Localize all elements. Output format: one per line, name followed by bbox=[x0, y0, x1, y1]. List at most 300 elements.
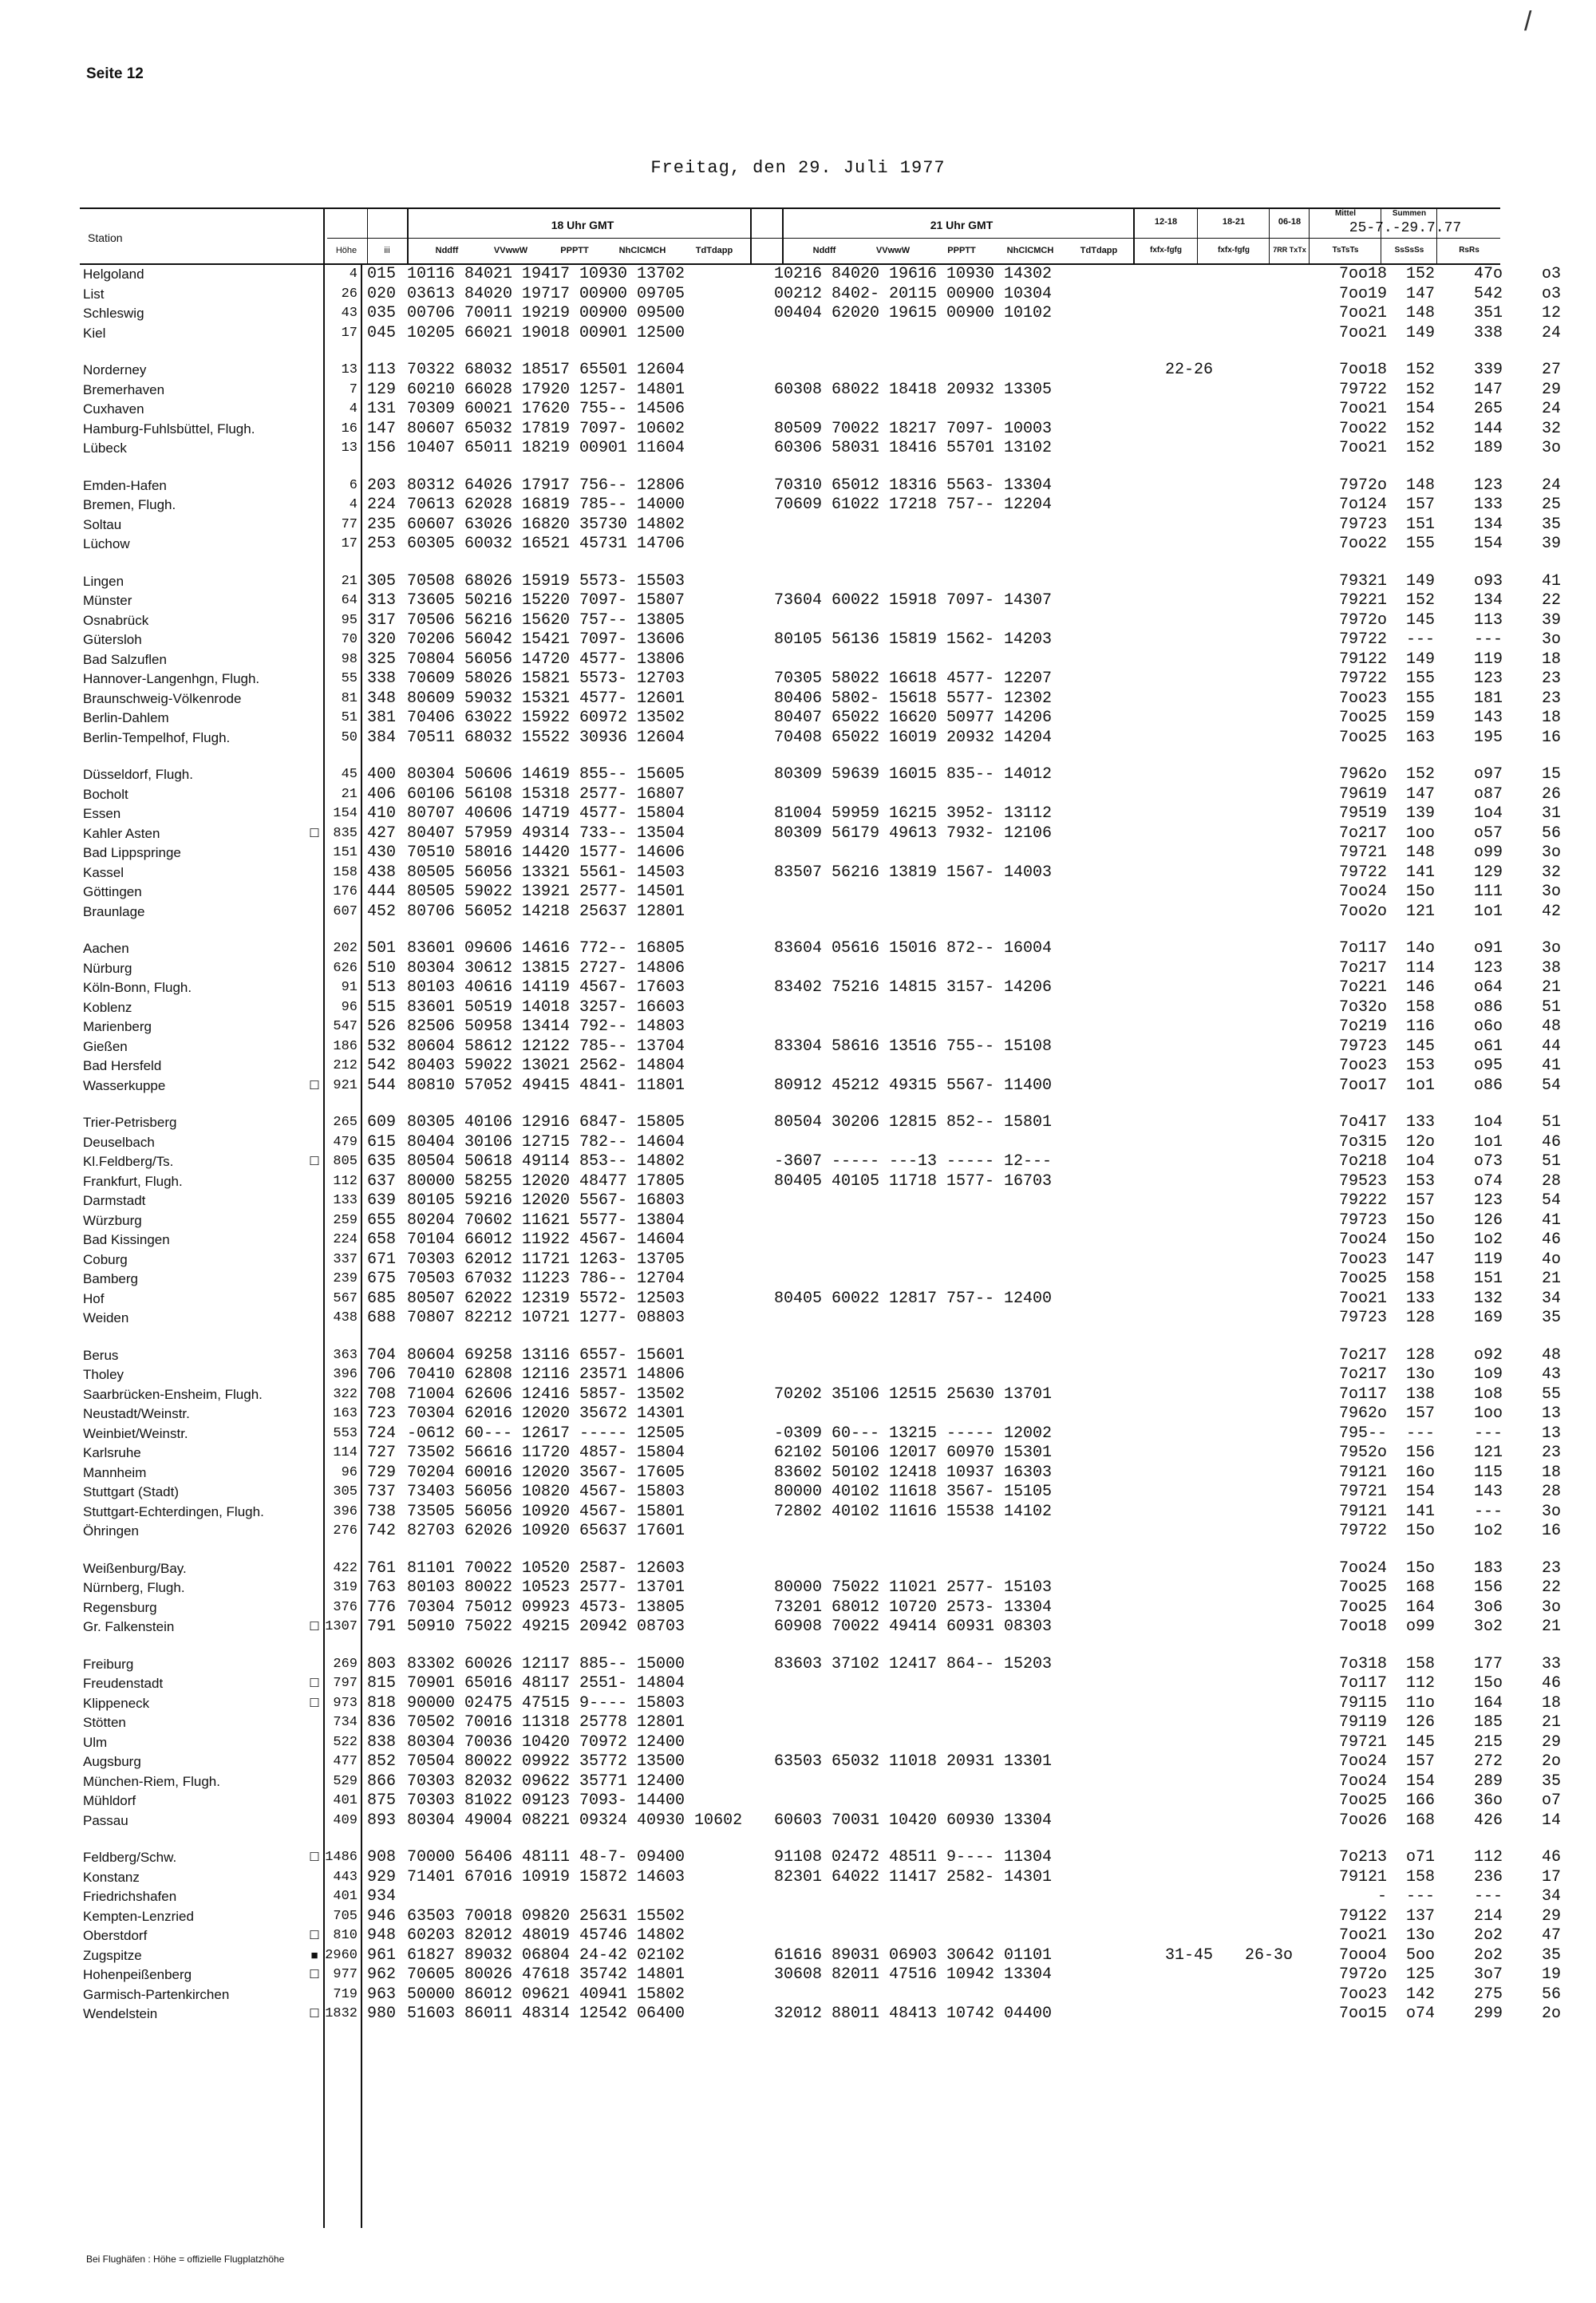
rr-value: 3o bbox=[1541, 439, 1561, 457]
obs-21-gmt: 63503 65032 11018 20931 13301 bbox=[774, 1752, 1053, 1771]
mean-value: 147 bbox=[1405, 784, 1435, 804]
obs-21-gmt: 80407 65022 16620 50977 14206 bbox=[774, 709, 1053, 727]
station-name: München-Riem, Flugh. bbox=[83, 1773, 220, 1789]
obs-21-gmt: 10216 84020 19616 10930 14302 bbox=[774, 265, 1053, 283]
rr-value: 29 bbox=[1541, 380, 1561, 399]
rr-value: 27 bbox=[1541, 361, 1561, 379]
rr-value: 18 bbox=[1541, 1463, 1561, 1482]
sum-value: 156 bbox=[1473, 1578, 1503, 1597]
obs-06-18: 7oo18 bbox=[1338, 1618, 1387, 1636]
station-index: 224 bbox=[367, 496, 397, 514]
mean-value: 158 bbox=[1405, 1867, 1435, 1886]
obs-21-gmt: 00212 8402- 20115 00900 10304 bbox=[774, 284, 1053, 303]
mean-value: 154 bbox=[1405, 1772, 1435, 1791]
station-name: Bamberg bbox=[83, 1271, 138, 1286]
table-row bbox=[80, 1444, 1561, 1464]
station-index: 908 bbox=[367, 1848, 397, 1866]
obs-18-gmt: 80607 65032 17819 7097- 10602 bbox=[407, 419, 685, 438]
station-name: Hamburg-Fuhlsbüttel, Flugh. bbox=[83, 421, 255, 437]
obs-18-gmt: 10205 66021 19018 00901 12500 bbox=[407, 323, 685, 342]
station-index: 305 bbox=[367, 571, 397, 591]
rr-value: 3o bbox=[1541, 939, 1561, 958]
row-gap bbox=[80, 1831, 1500, 1848]
obs-18-gmt: 73502 56616 11720 4857- 15804 bbox=[407, 1444, 685, 1462]
obs-18-gmt: 83302 60026 12117 885-- 15000 bbox=[407, 1654, 685, 1673]
rr-value: o3 bbox=[1541, 284, 1561, 303]
rr-value: 51 bbox=[1541, 997, 1561, 1017]
sum-value: o93 bbox=[1473, 571, 1503, 591]
mean-value: 149 bbox=[1405, 571, 1435, 591]
obs-18-gmt: 80504 50618 49114 853-- 14802 bbox=[407, 1152, 685, 1171]
rr-value: 2o bbox=[1541, 1752, 1561, 1771]
station-index: 727 bbox=[367, 1444, 397, 1462]
gust-18-21: 26-3o bbox=[1244, 1946, 1293, 1965]
rr-value: 3o bbox=[1541, 1598, 1561, 1617]
rr-value: 51 bbox=[1541, 1152, 1561, 1171]
table-row bbox=[80, 1867, 1561, 1888]
station-height: 45 bbox=[341, 767, 358, 782]
obs-06-18: 7oo18 bbox=[1338, 361, 1387, 379]
mean-value: 114 bbox=[1405, 958, 1435, 978]
station-name: Wasserkuppe bbox=[83, 1077, 166, 1093]
station-index: 203 bbox=[367, 476, 397, 495]
station-index: 704 bbox=[367, 1345, 397, 1365]
obs-06-18: 7oo17 bbox=[1338, 1076, 1387, 1095]
sum-value: 3o6 bbox=[1473, 1598, 1503, 1617]
station-name: Bad Kissingen bbox=[83, 1232, 170, 1247]
rr-value: o3 bbox=[1541, 265, 1561, 283]
table-row bbox=[80, 1289, 1561, 1310]
obs-18-gmt: 60106 56108 15318 2577- 16807 bbox=[407, 784, 685, 804]
station-index: 685 bbox=[367, 1289, 397, 1308]
sum-value: 121 bbox=[1473, 1444, 1503, 1462]
station-index: 929 bbox=[367, 1867, 397, 1886]
header-tdtdapp: TdTdapp bbox=[695, 246, 733, 255]
station-index: 963 bbox=[367, 1985, 397, 2004]
mean-value: 164 bbox=[1405, 1598, 1435, 1617]
station-index: 320 bbox=[367, 630, 397, 649]
table-row bbox=[80, 1424, 1561, 1444]
mean-value: o71 bbox=[1405, 1848, 1435, 1866]
obs-06-18: 7oo23 bbox=[1338, 689, 1387, 708]
obs-06-18: 79523 bbox=[1338, 1171, 1387, 1191]
station-height: 202 bbox=[333, 941, 358, 956]
table-row bbox=[80, 1017, 1561, 1037]
rr-value: 48 bbox=[1541, 1017, 1561, 1036]
station-index: 706 bbox=[367, 1365, 397, 1384]
station-marker: ☐ bbox=[309, 1851, 320, 1864]
header-ii: iii bbox=[384, 246, 390, 255]
obs-18-gmt: 80407 57959 49314 733-- 13504 bbox=[407, 824, 685, 843]
sum-value: 214 bbox=[1473, 1906, 1503, 1926]
mean-value: 121 bbox=[1405, 902, 1435, 921]
station-height: 2960 bbox=[325, 1947, 358, 1963]
obs-06-18: 7o318 bbox=[1338, 1654, 1387, 1673]
obs-21-gmt: 72802 40102 11616 15538 14102 bbox=[774, 1502, 1053, 1521]
obs-06-18: 79722 bbox=[1338, 670, 1387, 688]
rr-value: 18 bbox=[1541, 709, 1561, 727]
obs-21-gmt: 73201 68012 10720 2573- 13304 bbox=[774, 1598, 1053, 1617]
obs-06-18: 79723 bbox=[1338, 1309, 1387, 1327]
mean-value: 133 bbox=[1405, 1113, 1435, 1132]
station-index: 015 bbox=[367, 265, 397, 283]
station-height: 1307 bbox=[325, 1619, 358, 1634]
header-summen-range: 25-7.-29.7.77 bbox=[1349, 220, 1462, 236]
rr-value: 54 bbox=[1541, 1076, 1561, 1095]
obs-06-18: 79722 bbox=[1338, 1522, 1387, 1540]
station-index: 838 bbox=[367, 1732, 397, 1752]
table-row bbox=[80, 1345, 1561, 1366]
mean-value: 15o bbox=[1405, 883, 1435, 901]
station-name: Soltau bbox=[83, 516, 122, 532]
obs-18-gmt: 82703 62026 10920 65637 17601 bbox=[407, 1522, 685, 1540]
obs-21-gmt: 70408 65022 16019 20932 14204 bbox=[774, 728, 1053, 747]
station-height: 376 bbox=[333, 1599, 358, 1615]
obs-18-gmt: 60607 63026 16820 35730 14802 bbox=[407, 515, 685, 534]
station-index: 803 bbox=[367, 1654, 397, 1673]
obs-21-gmt: 60908 70022 49414 60931 08303 bbox=[774, 1618, 1053, 1636]
station-index: 893 bbox=[367, 1811, 397, 1830]
sum-value: 123 bbox=[1473, 476, 1503, 495]
table-row bbox=[80, 419, 1561, 440]
obs-21-gmt: 91108 02472 48511 9---- 11304 bbox=[774, 1848, 1053, 1866]
station-index: 609 bbox=[367, 1113, 397, 1132]
mean-value: 125 bbox=[1405, 1965, 1435, 1984]
rr-value: 41 bbox=[1541, 571, 1561, 591]
table-row bbox=[80, 902, 1561, 922]
obs-18-gmt: 83601 50519 14018 3257- 16603 bbox=[407, 997, 685, 1017]
station-name: Aachen bbox=[83, 941, 129, 956]
table-row bbox=[80, 1693, 1561, 1714]
table-row bbox=[80, 978, 1561, 998]
station-name: Koblenz bbox=[83, 999, 132, 1015]
station-name: Weißenburg/Bay. bbox=[83, 1560, 187, 1576]
obs-18-gmt: 80103 80022 10523 2577- 13701 bbox=[407, 1578, 685, 1597]
obs-21-gmt: 60603 70031 10420 60930 13304 bbox=[774, 1811, 1053, 1830]
obs-06-18: 7oo25 bbox=[1338, 1791, 1387, 1810]
obs-06-18: 7o32o bbox=[1338, 997, 1387, 1017]
station-height: 13 bbox=[341, 362, 358, 377]
sum-value: 1o4 bbox=[1473, 804, 1503, 823]
obs-21-gmt: 60306 58031 18416 55701 13102 bbox=[774, 439, 1053, 457]
mean-value: 152 bbox=[1405, 361, 1435, 379]
rr-value: 39 bbox=[1541, 535, 1561, 553]
table-row bbox=[80, 824, 1561, 844]
obs-18-gmt: 70508 68026 15919 5573- 15503 bbox=[407, 571, 685, 591]
table-row bbox=[80, 1654, 1561, 1675]
obs-06-18: 7962o bbox=[1338, 1404, 1387, 1423]
obs-18-gmt: 73605 50216 15220 7097- 15807 bbox=[407, 591, 685, 610]
rr-value: 13 bbox=[1541, 1404, 1561, 1423]
obs-18-gmt: 80000 58255 12020 48477 17805 bbox=[407, 1171, 685, 1191]
rr-value: 18 bbox=[1541, 650, 1561, 669]
station-index: 544 bbox=[367, 1076, 397, 1095]
station-name: Hannover-Langenhgn, Flugh. bbox=[83, 671, 260, 686]
station-index: 961 bbox=[367, 1946, 397, 1965]
obs-06-18: 7oo25 bbox=[1338, 728, 1387, 747]
sum-value: 1o1 bbox=[1473, 1132, 1503, 1152]
mean-value: 168 bbox=[1405, 1578, 1435, 1597]
station-name: Tholey bbox=[83, 1367, 124, 1382]
obs-06-18: 7oo26 bbox=[1338, 1811, 1387, 1830]
sum-value: 1o2 bbox=[1473, 1231, 1503, 1249]
obs-06-18: 7oo21 bbox=[1338, 400, 1387, 418]
obs-06-18: 7oo23 bbox=[1338, 1057, 1387, 1075]
station-name: Lübeck bbox=[83, 440, 127, 456]
table-row bbox=[80, 1598, 1561, 1618]
station-name: Bad Salzuflen bbox=[83, 651, 167, 667]
table-row bbox=[80, 1076, 1561, 1096]
obs-21-gmt: 80509 70022 18217 7097- 10003 bbox=[774, 419, 1053, 438]
mean-value: --- bbox=[1405, 1887, 1435, 1906]
sum-value: 351 bbox=[1473, 304, 1503, 322]
obs-21-gmt: 83602 50102 12418 10937 16303 bbox=[774, 1463, 1053, 1482]
station-name: Berlin-Tempelhof, Flugh. bbox=[83, 729, 231, 745]
station-name: Kempten-Lenzried bbox=[83, 1908, 194, 1924]
station-name: Schleswig bbox=[83, 306, 144, 321]
sum-value: 1o2 bbox=[1473, 1522, 1503, 1540]
station-index: 438 bbox=[367, 863, 397, 882]
obs-06-18: 79722 bbox=[1338, 380, 1387, 399]
obs-18-gmt: 70303 81022 09123 7093- 14400 bbox=[407, 1791, 685, 1810]
obs-18-gmt: 80505 59022 13921 2577- 14501 bbox=[407, 883, 685, 901]
obs-18-gmt: 80304 50606 14619 855-- 15605 bbox=[407, 765, 685, 784]
rr-value: 31 bbox=[1541, 804, 1561, 823]
station-index: 946 bbox=[367, 1906, 397, 1926]
station-name: Feldberg/Schw. bbox=[83, 1850, 177, 1865]
sum-value: 123 bbox=[1473, 958, 1503, 978]
header-sub-12-18: fxfx-fgfg bbox=[1150, 246, 1182, 255]
table-row bbox=[80, 883, 1561, 903]
station-index: 688 bbox=[367, 1309, 397, 1327]
header-18-gmt: 18 Uhr GMT bbox=[551, 219, 614, 231]
obs-18-gmt: 71004 62606 12416 5857- 13502 bbox=[407, 1385, 685, 1404]
obs-06-18: 79723 bbox=[1338, 1211, 1387, 1230]
station-name: Öhringen bbox=[83, 1523, 139, 1539]
obs-18-gmt: 70807 82212 10721 1277- 08803 bbox=[407, 1309, 685, 1327]
obs-18-gmt: 70104 66012 11922 4567- 14604 bbox=[407, 1231, 685, 1249]
station-name: Gr. Falkenstein bbox=[83, 1619, 175, 1634]
obs-06-18: 7oo2o bbox=[1338, 902, 1387, 921]
mean-value: 154 bbox=[1405, 1483, 1435, 1501]
header-sub-06-18: 7RR TxTx bbox=[1273, 246, 1306, 254]
mean-value: o99 bbox=[1405, 1618, 1435, 1636]
mean-value: 15o bbox=[1405, 1211, 1435, 1230]
rr-value: 23 bbox=[1541, 670, 1561, 688]
rr-value: 29 bbox=[1541, 1732, 1561, 1752]
station-index: 723 bbox=[367, 1404, 397, 1423]
obs-21-gmt: 73604 60022 15918 7097- 14307 bbox=[774, 591, 1053, 610]
sum-value: 272 bbox=[1473, 1752, 1503, 1771]
sum-value: o73 bbox=[1473, 1152, 1503, 1171]
station-index: 406 bbox=[367, 784, 397, 804]
table-row bbox=[80, 1171, 1561, 1192]
station-name: Deuselbach bbox=[83, 1134, 155, 1150]
station-height: 607 bbox=[333, 903, 358, 919]
table-row bbox=[80, 1906, 1561, 1927]
sum-value: --- bbox=[1473, 1887, 1503, 1906]
table-row bbox=[80, 1713, 1561, 1733]
rr-value: 28 bbox=[1541, 1171, 1561, 1191]
header-nhclcmch-21: NhClCMCH bbox=[1006, 246, 1054, 255]
station-name: List bbox=[83, 286, 105, 302]
obs-06-18: 7oo24 bbox=[1338, 1752, 1387, 1771]
obs-06-18: 7oo21 bbox=[1338, 304, 1387, 322]
table-row bbox=[80, 804, 1561, 824]
table-row bbox=[80, 1558, 1561, 1579]
station-index: 776 bbox=[367, 1598, 397, 1617]
obs-21-gmt: 70305 58022 16618 4577- 12207 bbox=[774, 670, 1053, 688]
obs-06-18: 79619 bbox=[1338, 784, 1387, 804]
sum-value: 195 bbox=[1473, 728, 1503, 747]
mean-value: 13o bbox=[1405, 1926, 1435, 1945]
obs-06-18: 79122 bbox=[1338, 1906, 1387, 1926]
rr-value: 41 bbox=[1541, 1057, 1561, 1075]
rr-value: 25 bbox=[1541, 496, 1561, 514]
sum-value: --- bbox=[1473, 1424, 1503, 1443]
mean-value: 112 bbox=[1405, 1674, 1435, 1693]
rr-value: 13 bbox=[1541, 1424, 1561, 1443]
station-name: Helgoland bbox=[83, 267, 144, 282]
station-index: 980 bbox=[367, 2005, 397, 2023]
mean-value: 15o bbox=[1405, 1231, 1435, 1249]
station-height: 51 bbox=[341, 710, 358, 725]
sum-value: 189 bbox=[1473, 439, 1503, 457]
station-index: 430 bbox=[367, 843, 397, 862]
mean-value: 152 bbox=[1405, 419, 1435, 438]
station-height: 921 bbox=[333, 1077, 358, 1093]
sum-value: 143 bbox=[1473, 709, 1503, 727]
sum-value: o61 bbox=[1473, 1037, 1503, 1056]
rr-value: 14 bbox=[1541, 1811, 1561, 1830]
station-index: 381 bbox=[367, 709, 397, 727]
station-height: 96 bbox=[341, 1464, 358, 1480]
obs-21-gmt: 30608 82011 47516 10942 13304 bbox=[774, 1965, 1053, 1984]
station-name: Neustadt/Weinstr. bbox=[83, 1406, 190, 1421]
sum-value: 426 bbox=[1473, 1811, 1503, 1830]
obs-06-18: 7o217 bbox=[1338, 1365, 1387, 1384]
station-name: Gießen bbox=[83, 1038, 128, 1054]
station-height: 4 bbox=[349, 497, 358, 512]
station-name: Regensburg bbox=[83, 1599, 157, 1615]
mean-value: 163 bbox=[1405, 728, 1435, 747]
station-marker: ☐ bbox=[309, 826, 320, 840]
rr-value: 24 bbox=[1541, 476, 1561, 495]
station-name: Darmstadt bbox=[83, 1193, 146, 1208]
rr-value: 23 bbox=[1541, 1558, 1561, 1578]
station-index: 542 bbox=[367, 1057, 397, 1075]
obs-21-gmt: 80405 60022 12817 757-- 12400 bbox=[774, 1289, 1053, 1308]
obs-18-gmt: 70502 70016 11318 25778 12801 bbox=[407, 1713, 685, 1732]
rr-value: 41 bbox=[1541, 1211, 1561, 1230]
obs-21-gmt: 83604 05616 15016 872-- 16004 bbox=[774, 939, 1053, 958]
station-name: Mannheim bbox=[83, 1464, 147, 1480]
sum-value: 275 bbox=[1473, 1985, 1503, 2004]
table-row bbox=[80, 689, 1561, 709]
mean-value: 152 bbox=[1405, 380, 1435, 399]
header-station: Station bbox=[88, 231, 123, 244]
obs-18-gmt: 70206 56042 15421 7097- 13606 bbox=[407, 630, 685, 649]
rr-value: 2o bbox=[1541, 2005, 1561, 2023]
station-height: 17 bbox=[341, 536, 358, 551]
table-row bbox=[80, 1926, 1561, 1946]
rr-value: 23 bbox=[1541, 689, 1561, 708]
station-height: 276 bbox=[333, 1523, 358, 1539]
table-row bbox=[80, 1946, 1561, 1966]
mean-value: 157 bbox=[1405, 1191, 1435, 1210]
obs-18-gmt: 80312 64026 17917 756-- 12806 bbox=[407, 476, 685, 495]
station-index: 501 bbox=[367, 939, 397, 958]
obs-18-gmt: 80507 62022 12319 5572- 12503 bbox=[407, 1289, 685, 1308]
rr-value: o7 bbox=[1541, 1791, 1561, 1810]
rr-value: 24 bbox=[1541, 400, 1561, 418]
station-height: 401 bbox=[333, 1793, 358, 1808]
rr-value: 26 bbox=[1541, 784, 1561, 804]
obs-18-gmt: 70309 60021 17620 755-- 14506 bbox=[407, 400, 685, 418]
obs-06-18: 7oo25 bbox=[1338, 709, 1387, 727]
table-row bbox=[80, 1985, 1561, 2005]
table-row bbox=[80, 1483, 1561, 1503]
obs-21-gmt: 80406 5802- 15618 5577- 12302 bbox=[774, 689, 1053, 708]
station-name: Mühldorf bbox=[83, 1793, 136, 1808]
station-index: 131 bbox=[367, 400, 397, 418]
obs-06-18: 7o217 bbox=[1338, 824, 1387, 843]
station-height: 50 bbox=[341, 729, 358, 745]
header-21-gmt: 21 Uhr GMT bbox=[930, 219, 994, 231]
mean-value: 152 bbox=[1405, 591, 1435, 610]
station-height: 21 bbox=[341, 573, 358, 589]
sum-value: 15o bbox=[1473, 1674, 1503, 1693]
obs-21-gmt: 80309 59639 16015 835-- 14012 bbox=[774, 765, 1053, 784]
station-height: 239 bbox=[333, 1271, 358, 1286]
sum-value: 144 bbox=[1473, 419, 1503, 438]
obs-21-gmt: 00404 62020 19615 00900 10102 bbox=[774, 304, 1053, 322]
rr-value: 3o bbox=[1541, 883, 1561, 901]
row-gap bbox=[80, 1096, 1500, 1113]
rr-value: 3o bbox=[1541, 630, 1561, 649]
obs-21-gmt: 80105 56136 15819 1562- 14203 bbox=[774, 630, 1053, 649]
station-name: Bocholt bbox=[83, 786, 128, 802]
station-marker: ☐ bbox=[309, 1677, 320, 1690]
sum-value: 123 bbox=[1473, 670, 1503, 688]
obs-06-18: 79119 bbox=[1338, 1713, 1387, 1732]
obs-18-gmt: -0612 60--- 12617 ----- 12505 bbox=[407, 1424, 685, 1443]
header-sub-18-21: fxfx-fgfg bbox=[1218, 246, 1250, 255]
table-row bbox=[80, 2005, 1561, 2025]
station-marker: ☐ bbox=[309, 2007, 320, 2021]
station-height: 443 bbox=[333, 1869, 358, 1885]
table-row bbox=[80, 1752, 1561, 1772]
sum-value: 123 bbox=[1473, 1191, 1503, 1210]
station-index: 818 bbox=[367, 1693, 397, 1712]
row-gap bbox=[80, 922, 1500, 939]
sum-value: 339 bbox=[1473, 361, 1503, 379]
row-gap bbox=[80, 1329, 1500, 1346]
mean-value: 166 bbox=[1405, 1791, 1435, 1810]
station-height: 91 bbox=[341, 980, 358, 995]
rr-value: 35 bbox=[1541, 515, 1561, 534]
obs-18-gmt: 03613 84020 19717 00900 09705 bbox=[407, 284, 685, 303]
sum-value: 151 bbox=[1473, 1270, 1503, 1288]
obs-06-18: - bbox=[1377, 1887, 1387, 1906]
row-gap bbox=[80, 748, 1500, 765]
mean-value: 137 bbox=[1405, 1906, 1435, 1926]
sum-value: 36o bbox=[1473, 1791, 1503, 1810]
obs-06-18: 795-- bbox=[1338, 1424, 1387, 1443]
rr-value: 29 bbox=[1541, 1906, 1561, 1926]
table-row bbox=[80, 439, 1561, 459]
station-height: 112 bbox=[333, 1173, 358, 1189]
